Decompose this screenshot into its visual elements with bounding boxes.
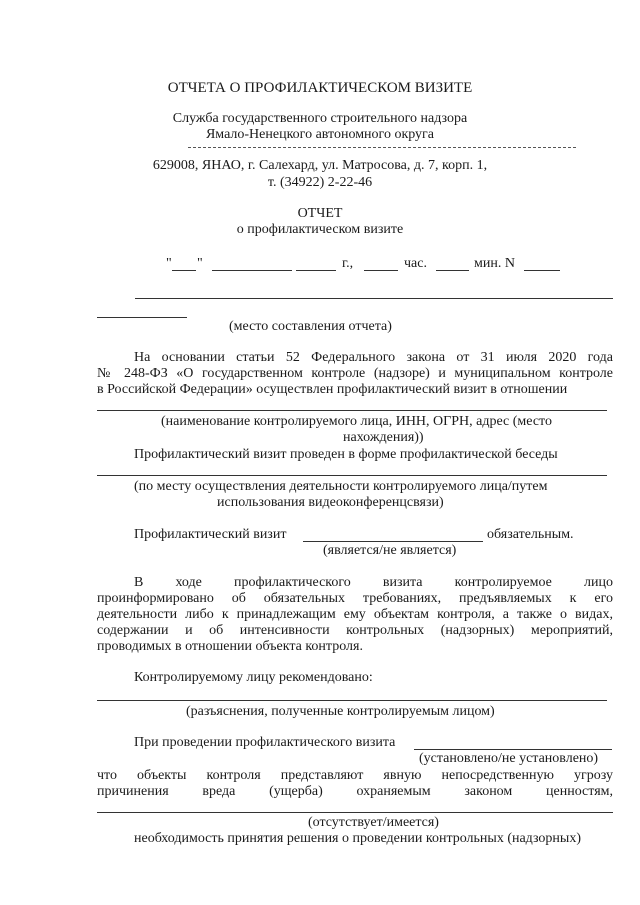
page-title: ОТЧЕТА О ПРОФИЛАКТИЧЕСКОМ ВИЗИТЕ [167,80,473,96]
org-phone: т. (34922) 2-22-46 [267,175,373,190]
org-address: 629008, ЯНАО, г. Салехард, ул. Матросова, д. 7, корп. 1, [152,158,488,173]
entity-caption-line1: (наименование контролируемого лица, ИНН, ОГРН, адрес (место [161,414,552,429]
place-caption: (место составления отчета) [229,319,392,334]
org-name-line1: Служба государственного строительного надзора [172,111,468,126]
year-blank [296,270,336,271]
method-caption-line2: использования видеоконференцсвязи) [217,495,444,510]
threat-blank [97,812,613,813]
year-suffix: г., [342,256,354,271]
threat-line2: причинения вреда (ущерба) охраняемым законом ценностям, [97,784,613,799]
informed-line3: деятельности либо к принадлежащим ему объектам контроля, а также о видах, [97,607,613,622]
method-blank [97,475,607,476]
informed-line1: В ходе профилактического визита контролируемое лицо [134,575,613,590]
informed-line4: содержании и об интенсивности контрольных (надзорных) мероприятий, [97,623,613,638]
place-blank-1 [135,298,613,299]
during-visit: При проведении профилактического визита [134,735,396,750]
number-blank [524,270,560,271]
hours-blank [364,270,398,271]
entity-caption-line2: нахождения)) [343,430,424,445]
hours-label: час. [404,256,427,271]
report-subtitle: о профилактическом визите [236,222,404,237]
basis-line3: в Российской Федерации» осуществлен профилактический визит в отношении [97,382,568,397]
place-blank-2 [97,317,187,318]
basis-line2: № 248-ФЗ «О государственном контроле (надзоре) и муниципальном контроле [97,366,613,381]
day-blank [172,270,196,271]
established-blank [414,749,612,750]
recommended-blank [97,700,607,701]
informed-line2: проинформировано об обязательных требованиях, предъявляемых к его [97,591,613,606]
mandatory-blank [303,541,483,542]
entity-blank [97,410,607,411]
minutes-label: мин. N [474,256,515,271]
method-caption-line1: (по месту осуществления деятельности контролируемого лица/путем [134,479,548,494]
report-title: ОТЧЕТ [297,206,343,221]
month-blank [212,270,292,271]
mandatory-suffix: обязательным. [487,527,574,542]
minutes-blank [436,270,469,271]
threat-line1: что объекты контроля представляют явную непосредственную угрозу [97,768,613,783]
necessity: необходимость принятия решения о проведении контрольных (надзорных) [134,831,581,846]
explanations-caption: (разъяснения, полученные контролируемым лицом) [186,704,495,719]
mandatory-prefix: Профилактический визит [134,527,287,542]
date-quote-open: " [166,256,172,271]
informed-line5: проводимых в отношении объекта контроля. [97,639,363,654]
header-divider [188,147,576,148]
recommended: Контролируемому лицу рекомендовано: [134,670,373,685]
absent-present-caption: (отсутствует/имеется) [308,815,439,830]
visit-form: Профилактический визит проведен в форме профилактической беседы [134,447,558,462]
mandatory-caption: (является/не является) [323,543,457,558]
basis-line1: На основании статьи 52 Федерального закона от 31 июля 2020 года [134,350,613,365]
date-quote-close: " [197,256,203,271]
org-name-line2: Ямало-Ненецкого автономного округа [205,127,435,142]
established-caption: (установлено/не установлено) [419,751,599,766]
